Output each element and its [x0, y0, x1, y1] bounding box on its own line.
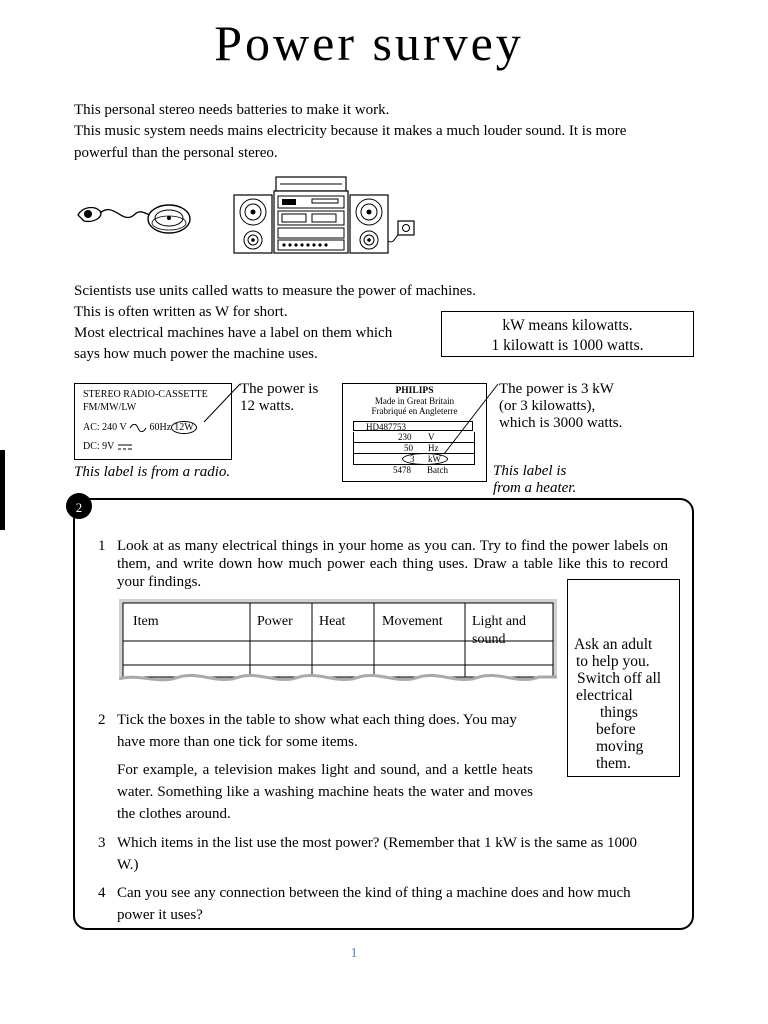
heater-label-line-2: Frabriqué en Angleterre [371, 406, 458, 416]
kw-box-line-1: kW means kilowatts. [502, 317, 633, 334]
watts-text [74, 281, 476, 365]
heater-caption [493, 463, 576, 497]
question-3-text: Which items in the list use the most power? (Remember that 1 kW is the same as 1000 W.) [117, 835, 638, 873]
heater-row-frequency-unit: Hz [428, 443, 439, 453]
radio-label-power: 12W [171, 421, 196, 434]
page-title: Power survey [214, 15, 524, 71]
radio-note-line-2: 12 watts. [240, 398, 295, 414]
plug-socket-icon [397, 220, 415, 236]
heater-label-brand: PHILIPS [395, 386, 434, 396]
watts-line-2: This is often written as W for short. [74, 304, 288, 320]
safety-note-line-2: to help you. [576, 653, 650, 670]
question-2 [98, 709, 531, 753]
radio-label-ac: AC: 240 V [83, 422, 127, 433]
safety-note-line-7: moving [596, 738, 644, 755]
intro-line-1: This personal stereo needs batteries to make it work. [74, 102, 390, 118]
heater-row-batch [353, 465, 473, 475]
heater-note-line-2: (or 3 kilowatts), [499, 398, 596, 414]
safety-note-line-1: Ask an adult [574, 636, 653, 653]
question-1-text: Look at as many electrical things in your home as you can. Try to find the power labels on them, and write down how much power each thing uses. Draw a table like this to record your findings. [117, 538, 668, 590]
radio-label-dc: DC: 9V [83, 441, 115, 452]
safety-note-line-8: them. [596, 755, 631, 772]
question-2-example [117, 759, 533, 825]
table-header-light-sound: Light and sound [472, 614, 527, 647]
intro-line-2: This music system needs mains electricity because it makes a much louder sound. It is more [74, 123, 627, 139]
table-header-item: Item [133, 614, 159, 629]
table-header-power: Power [257, 614, 293, 629]
question-3-number: 3 [98, 835, 106, 851]
kw-box-line-2: 1 kilowatt is 1000 watts. [491, 337, 644, 354]
kilowatt-info-box [441, 311, 694, 357]
heater-caption-line-2: from a heater. [493, 480, 577, 496]
watts-line-4: says how much power the machine uses. [74, 346, 318, 362]
safety-note-box [567, 579, 680, 777]
question-2-text: Tick the boxes in the table to show what each thing does. You may have more than one tick for some items. [117, 712, 517, 750]
music-system-icon [232, 175, 416, 257]
radio-label-dc-row [83, 440, 223, 453]
heater-row-serial-value: HD487753 [366, 422, 406, 432]
watts-line-3: Most electrical machines have a label on them which [74, 325, 393, 341]
radio-note-line-1: The power is [240, 381, 319, 397]
question-4-number: 4 [98, 885, 106, 901]
heater-annotation [499, 381, 622, 432]
panel-number-badge: 2 [66, 493, 92, 519]
watts-line-1: Scientists use units called watts to measure the power of machines. [74, 283, 476, 299]
question-4-text: Can you see any connection between the kind of thing a machine does and how much power it uses? [117, 885, 631, 923]
question-1-number: 1 [98, 538, 106, 554]
radio-label-line-1: STEREO RADIO-CASSETTE [83, 389, 208, 400]
intro-text [74, 100, 674, 164]
table-header-movement: Movement [382, 614, 443, 629]
safety-note-line-3: Switch off all [577, 670, 662, 687]
heater-row-batch-unit: Batch [427, 465, 448, 475]
dc-symbol-icon [117, 443, 133, 451]
radio-label-line-2: FM/MW/LW [83, 402, 137, 413]
page-number: 1 [350, 946, 358, 961]
safety-note-line-5: things [600, 704, 638, 721]
question-3 [98, 832, 657, 876]
question-2-example-text: For example, a television makes light and sound, and a kettle heats water. Something like a washing machine heats the water and moves the clothes around. [117, 762, 533, 822]
heater-row-batch-value: 5478 [393, 465, 411, 475]
heater-label-line-1: Made in Great Britain [374, 396, 455, 406]
heater-note-line-1: The power is 3 kW [499, 381, 614, 397]
radio-pointer-line [200, 382, 244, 426]
question-2-number: 2 [98, 712, 106, 728]
heater-caption-line-1: This label is [493, 463, 567, 479]
radio-annotation [240, 381, 318, 415]
heater-row-voltage-value: 230 [398, 432, 412, 442]
heater-row-power-value: 3 [410, 454, 415, 464]
personal-stereo-icon [74, 193, 196, 243]
intro-line-3: powerful than the personal stereo. [74, 145, 278, 161]
heater-row-frequency-value: 50 [404, 443, 413, 453]
ac-wave-icon [129, 424, 147, 432]
question-4 [98, 882, 657, 926]
table-header-heat: Heat [319, 614, 346, 629]
heater-row-power-unit: kW [428, 454, 441, 464]
radio-caption: This label is from a radio. [74, 464, 231, 480]
heater-note-line-3: which is 3000 watts. [499, 415, 623, 431]
findings-table [123, 603, 553, 683]
heater-row-voltage-unit: V [428, 432, 435, 442]
safety-note-line-6: before [596, 721, 636, 738]
margin-bar [0, 450, 5, 530]
safety-note-line-4: electrical [576, 687, 633, 704]
radio-label-hz: 60Hz [149, 422, 172, 433]
heater-pointer-line [436, 382, 502, 458]
